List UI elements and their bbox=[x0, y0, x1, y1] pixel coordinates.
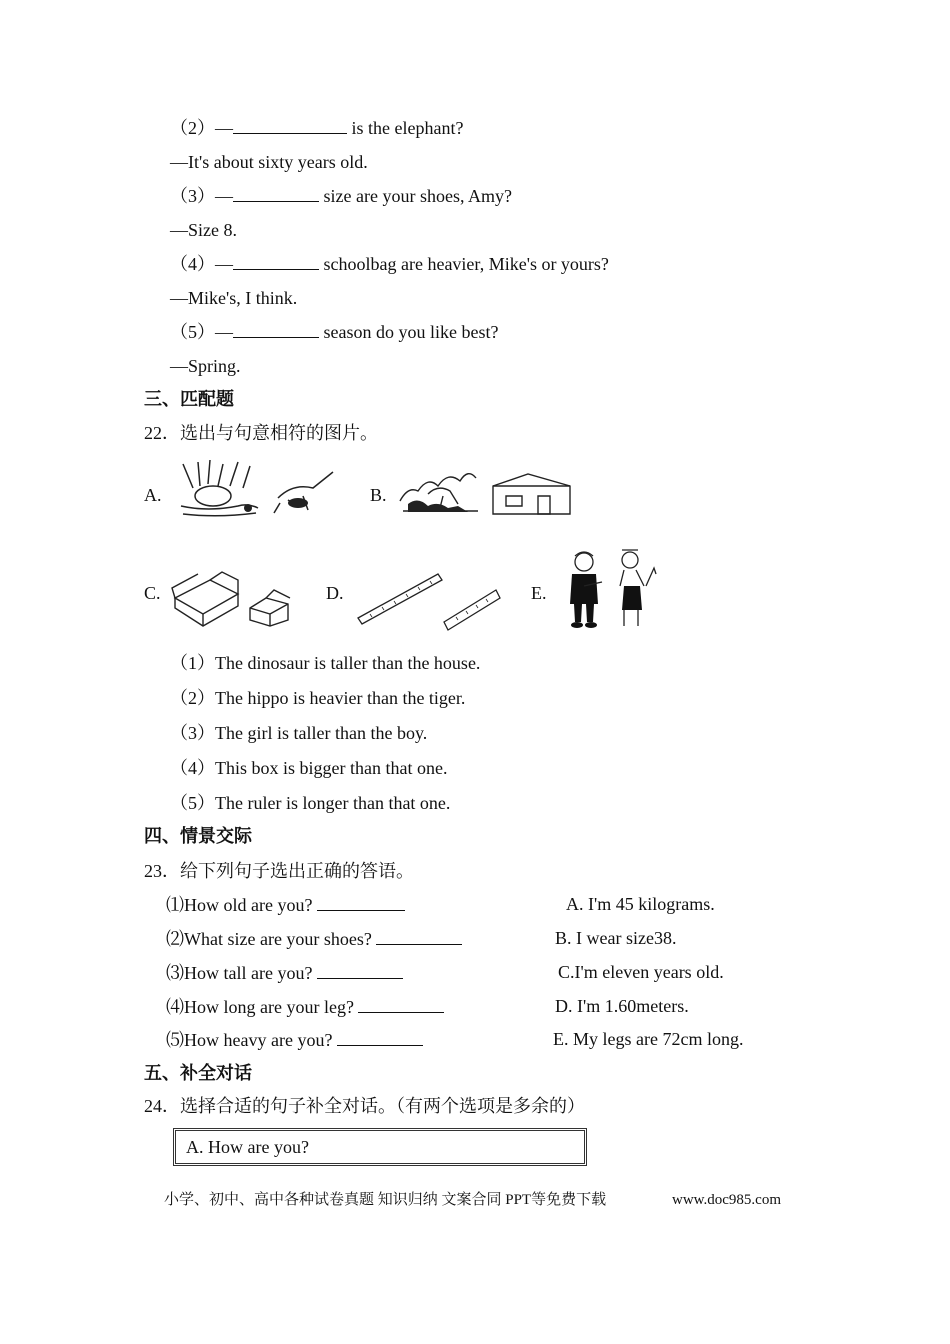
question-text: ⑴How old are you? bbox=[166, 895, 317, 915]
option-b-label: B. bbox=[370, 485, 387, 505]
question-text: is the elephant? bbox=[347, 118, 464, 138]
answer-blank[interactable] bbox=[337, 1028, 423, 1046]
dialog-answer-d: D. I'm 1.60meters. bbox=[555, 996, 689, 1016]
section-3-heading: 三、匹配题 bbox=[144, 389, 234, 410]
blank-answer-2: —It's about sixty years old. bbox=[170, 152, 368, 172]
swamp-tiger-picture bbox=[178, 458, 338, 520]
question-23: 23．给下列句子选出正确的答语。 bbox=[144, 861, 414, 881]
option-a-label: A. bbox=[144, 485, 162, 505]
question-number: （3）— bbox=[170, 186, 233, 206]
dialog-answer-e: E. My legs are 72cm long. bbox=[553, 1029, 744, 1049]
dialog-question-3 bbox=[166, 961, 403, 984]
question-text: ⑵What size are your shoes? bbox=[166, 929, 377, 949]
question-text: season do you like best? bbox=[319, 322, 499, 342]
match-sentence-4: （4）This box is bigger than that one. bbox=[170, 758, 448, 778]
answer-blank[interactable] bbox=[317, 961, 403, 979]
footer-url[interactable]: www.doc985.com bbox=[672, 1192, 782, 1208]
dialog-answer-a: A. I'm 45 kilograms. bbox=[566, 894, 715, 914]
question-number: （5）— bbox=[170, 322, 233, 342]
answer-blank[interactable] bbox=[233, 320, 319, 338]
answer-blank[interactable] bbox=[376, 927, 462, 945]
blank-answer-3: —Size 8. bbox=[170, 220, 237, 240]
option-e-label: E. bbox=[531, 583, 547, 603]
question-text: size are your shoes, Amy? bbox=[319, 186, 512, 206]
section-4-heading: 四、情景交际 bbox=[144, 826, 252, 847]
question-number: （2）— bbox=[170, 118, 233, 138]
answer-blank[interactable] bbox=[233, 116, 347, 134]
dinosaur-house-picture bbox=[398, 456, 582, 522]
dialog-answer-b: B. I wear size38. bbox=[555, 928, 677, 948]
answer-blank[interactable] bbox=[317, 893, 405, 911]
match-sentence-2: （2）The hippo is heavier than the tiger. bbox=[170, 688, 466, 708]
blank-question-4 bbox=[170, 252, 609, 275]
question-text: schoolbag are heavier, Mike's or yours? bbox=[319, 254, 609, 274]
blank-question-5 bbox=[170, 320, 498, 343]
blank-answer-5: —Spring. bbox=[170, 356, 241, 376]
option-d-label: D. bbox=[326, 583, 344, 603]
dialog-question-1 bbox=[166, 893, 405, 916]
question-number: （4）— bbox=[170, 254, 233, 274]
dialog-question-4 bbox=[166, 995, 444, 1018]
boy-girl-picture bbox=[562, 546, 662, 630]
dialog-answer-c: C.I'm eleven years old. bbox=[558, 962, 724, 982]
answer-blank[interactable] bbox=[233, 252, 319, 270]
dialog-question-5 bbox=[166, 1028, 423, 1051]
option-c-label: C. bbox=[144, 583, 161, 603]
question-22: 22．选出与句意相符的图片。 bbox=[144, 423, 378, 443]
option-a-text: A. How are you? bbox=[186, 1137, 309, 1157]
footer-text: 小学、初中、高中各种试卷真题 知识归纳 文案合同 PPT等免费下载 bbox=[164, 1192, 607, 1208]
boxes-picture bbox=[170, 568, 296, 630]
question-24: 24．选择合适的句子补全对话。（有两个选项是多余的） bbox=[144, 1096, 585, 1116]
blank-question-2 bbox=[170, 116, 463, 139]
answer-blank[interactable] bbox=[233, 184, 319, 202]
blank-question-3 bbox=[170, 184, 512, 207]
options-box bbox=[173, 1128, 587, 1166]
answer-blank[interactable] bbox=[358, 995, 444, 1013]
blank-answer-4: —Mike's, I think. bbox=[170, 288, 298, 308]
dialog-question-2 bbox=[166, 927, 462, 950]
match-sentence-1: （1）The dinosaur is taller than the house. bbox=[170, 653, 481, 673]
section-5-heading: 五、补全对话 bbox=[144, 1063, 252, 1084]
match-sentence-5: （5）The ruler is longer than that one. bbox=[170, 793, 451, 813]
match-sentence-3: （3）The girl is taller than the boy. bbox=[170, 723, 428, 743]
question-text: ⑷How long are your leg? bbox=[166, 997, 359, 1017]
rulers-picture bbox=[356, 570, 504, 632]
question-text: ⑸How heavy are you? bbox=[166, 1030, 337, 1050]
question-text: ⑶How tall are you? bbox=[166, 963, 317, 983]
